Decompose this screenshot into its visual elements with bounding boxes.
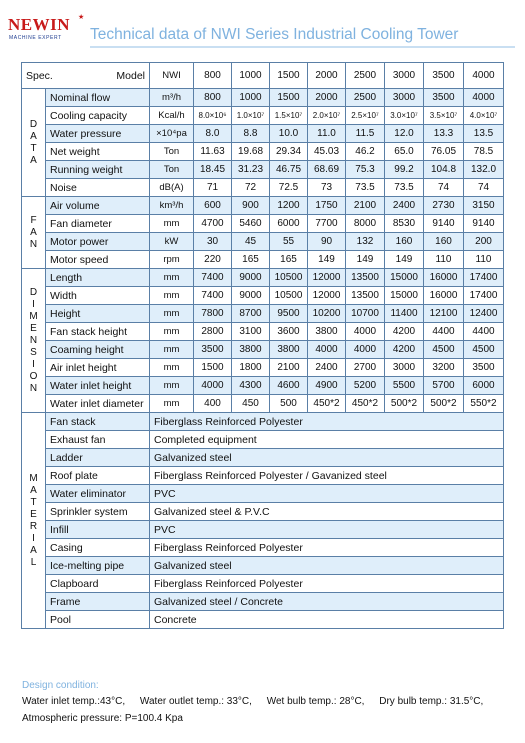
value-cell: 1500	[194, 359, 232, 377]
table-row	[22, 557, 504, 575]
table-row	[22, 539, 504, 557]
value-cell: 1200	[270, 197, 308, 215]
material-part: Clapboard	[46, 575, 150, 593]
value-cell: 2400	[308, 359, 346, 377]
value-cell: 149	[346, 251, 385, 269]
value-cell: 1.0×10⁷	[232, 107, 270, 125]
material-value: Fiberglass Reinforced Polyester	[150, 539, 504, 557]
value-cell: 8.0×10⁶	[194, 107, 232, 125]
value-cell: 4000	[464, 89, 504, 107]
parameter-unit: Kcal/h	[150, 107, 194, 125]
section-letter: A	[30, 226, 37, 238]
value-cell: 46.2	[346, 143, 385, 161]
table-row	[22, 143, 504, 161]
section-letter: E	[30, 508, 37, 520]
material-part: Casing	[46, 539, 150, 557]
value-cell: 16000	[424, 269, 464, 287]
value-cell: 220	[194, 251, 232, 269]
table-row	[22, 107, 504, 125]
value-cell: 1800	[232, 359, 270, 377]
value-cell: 3000	[385, 89, 424, 107]
table-row	[22, 593, 504, 611]
value-cell: 12000	[308, 269, 346, 287]
design-condition-line-1	[22, 696, 483, 707]
fan-section-label	[22, 197, 46, 269]
table-row	[22, 251, 504, 269]
material-value: Concrete	[150, 611, 504, 629]
wet-bulb-temp: Wet bulb temp.: 28°C,	[266, 696, 365, 707]
section-letter: M	[29, 310, 38, 322]
value-cell: 2500	[346, 89, 385, 107]
page-title: Technical data of NWI Series Industrial Cooling Tower	[90, 26, 459, 43]
parameter-unit: ×10⁴pa	[150, 125, 194, 143]
logo-name: NEWIN	[8, 15, 71, 34]
value-cell: 5500	[385, 377, 424, 395]
value-cell: 4000	[346, 323, 385, 341]
value-cell: 71	[194, 179, 232, 197]
value-cell: 45	[232, 233, 270, 251]
material-part: Roof plate	[46, 467, 150, 485]
parameter-name: Fan stack height	[46, 323, 150, 341]
value-cell: 1.5×10⁷	[270, 107, 308, 125]
value-cell: 13500	[346, 269, 385, 287]
material-part: Frame	[46, 593, 150, 611]
value-cell: 76.05	[424, 143, 464, 161]
value-cell: 4200	[385, 341, 424, 359]
data-section-label	[22, 89, 46, 197]
section-letter: F	[30, 214, 37, 226]
atmospheric-pressure: Atmospheric pressure: P=100.4 Kpa	[22, 713, 183, 724]
value-cell: 45.03	[308, 143, 346, 161]
parameter-unit: kW	[150, 233, 194, 251]
value-cell: 17400	[464, 287, 504, 305]
value-cell: 6000	[464, 377, 504, 395]
value-cell: 17400	[464, 269, 504, 287]
value-cell: 3200	[424, 359, 464, 377]
parameter-unit: km³/h	[150, 197, 194, 215]
logo-star-icon: ★	[78, 14, 85, 21]
value-cell: 4300	[232, 377, 270, 395]
value-cell: 5700	[424, 377, 464, 395]
spec-model-header	[22, 63, 150, 89]
model-header: 2000	[308, 63, 346, 89]
value-cell: 90	[308, 233, 346, 251]
parameter-unit: mm	[150, 323, 194, 341]
value-cell: 9000	[232, 287, 270, 305]
value-cell: 450*2	[308, 395, 346, 413]
value-cell: 3800	[308, 323, 346, 341]
material-part: Pool	[46, 611, 150, 629]
value-cell: 4.0×10⁷	[464, 107, 504, 125]
table-row	[22, 503, 504, 521]
value-cell: 1000	[232, 89, 270, 107]
value-cell: 99.2	[385, 161, 424, 179]
value-cell: 16000	[424, 287, 464, 305]
value-cell: 8700	[232, 305, 270, 323]
value-cell: 160	[424, 233, 464, 251]
value-cell: 2800	[194, 323, 232, 341]
parameter-unit: mm	[150, 341, 194, 359]
value-cell: 3.5×10⁷	[424, 107, 464, 125]
value-cell: 11.5	[346, 125, 385, 143]
value-cell: 55	[270, 233, 308, 251]
parameter-name: Water pressure	[46, 125, 150, 143]
value-cell: 3800	[270, 341, 308, 359]
value-cell: 8530	[385, 215, 424, 233]
parameter-name: Length	[46, 269, 150, 287]
value-cell: 11400	[385, 305, 424, 323]
value-cell: 4900	[308, 377, 346, 395]
value-cell: 4400	[464, 323, 504, 341]
value-cell: 450*2	[346, 395, 385, 413]
model-header: 2500	[346, 63, 385, 89]
parameter-name: Coaming height	[46, 341, 150, 359]
table-row	[22, 89, 504, 107]
material-value: Galvanized steel	[150, 557, 504, 575]
section-letter: E	[30, 322, 37, 334]
design-condition-line-2	[22, 713, 183, 724]
table-row	[22, 197, 504, 215]
parameter-unit: mm	[150, 359, 194, 377]
parameter-unit: rpm	[150, 251, 194, 269]
section-letter: D	[29, 286, 38, 298]
value-cell: 3000	[385, 359, 424, 377]
value-cell: 65.0	[385, 143, 424, 161]
parameter-name: Water inlet diameter	[46, 395, 150, 413]
table-row	[22, 377, 504, 395]
value-cell: 3600	[270, 323, 308, 341]
value-cell: 4700	[194, 215, 232, 233]
water-outlet-temp: Water outlet temp.: 33°C,	[139, 696, 252, 707]
section-letter: N	[29, 238, 38, 250]
value-cell: 12100	[424, 305, 464, 323]
section-letter: I	[32, 358, 35, 370]
value-cell: 4500	[464, 341, 504, 359]
value-cell: 8000	[346, 215, 385, 233]
table-header-row	[22, 63, 504, 89]
section-letter: O	[29, 370, 38, 382]
parameter-unit: mm	[150, 305, 194, 323]
parameter-name: Width	[46, 287, 150, 305]
table-row	[22, 179, 504, 197]
value-cell: 4000	[194, 377, 232, 395]
value-cell: 165	[270, 251, 308, 269]
value-cell: 4400	[424, 323, 464, 341]
parameter-name: Motor speed	[46, 251, 150, 269]
spec-model-label	[22, 63, 149, 88]
material-section-label	[22, 413, 46, 629]
value-cell: 13.5	[464, 125, 504, 143]
value-cell: 4600	[270, 377, 308, 395]
parameter-name: Running weight	[46, 161, 150, 179]
value-cell: 149	[385, 251, 424, 269]
value-cell: 5460	[232, 215, 270, 233]
parameter-name: Net weight	[46, 143, 150, 161]
table-row	[22, 161, 504, 179]
material-value: PVC	[150, 485, 504, 503]
section-letter: R	[29, 520, 38, 532]
value-cell: 3800	[232, 341, 270, 359]
section-letter: T	[30, 142, 37, 154]
section-letter: A	[30, 484, 37, 496]
table-row	[22, 287, 504, 305]
value-cell: 7800	[194, 305, 232, 323]
parameter-name: Water inlet height	[46, 377, 150, 395]
material-value: Fiberglass Reinforced Polyester	[150, 575, 504, 593]
table-row	[22, 395, 504, 413]
value-cell: 31.23	[232, 161, 270, 179]
value-cell: 4200	[385, 323, 424, 341]
value-cell: 13500	[346, 287, 385, 305]
value-cell: 3150	[464, 197, 504, 215]
spec-table	[21, 62, 504, 629]
value-cell: 5200	[346, 377, 385, 395]
section-letter: D	[29, 118, 38, 130]
value-cell: 9140	[424, 215, 464, 233]
table-row	[22, 611, 504, 629]
material-value: PVC	[150, 521, 504, 539]
value-cell: 600	[194, 197, 232, 215]
value-cell: 75.3	[346, 161, 385, 179]
value-cell: 10.0	[270, 125, 308, 143]
value-cell: 74	[424, 179, 464, 197]
table-row	[22, 305, 504, 323]
value-cell: 3.0×10⁷	[385, 107, 424, 125]
value-cell: 3100	[232, 323, 270, 341]
material-value: Completed equipment	[150, 431, 504, 449]
table-row	[22, 449, 504, 467]
value-cell: 7700	[308, 215, 346, 233]
table-row	[22, 215, 504, 233]
value-cell: 500	[270, 395, 308, 413]
parameter-name: Motor power	[46, 233, 150, 251]
material-value: Galvanized steel	[150, 449, 504, 467]
value-cell: 18.45	[194, 161, 232, 179]
value-cell: 73	[308, 179, 346, 197]
value-cell: 2100	[270, 359, 308, 377]
model-header: 1500	[270, 63, 308, 89]
section-letter: I	[32, 532, 35, 544]
value-cell: 8.8	[232, 125, 270, 143]
value-cell: 8.0	[194, 125, 232, 143]
table-row	[22, 521, 504, 539]
dry-bulb-temp: Dry bulb temp.: 31.5°C,	[379, 696, 484, 707]
parameter-name: Air volume	[46, 197, 150, 215]
value-cell: 800	[194, 89, 232, 107]
water-inlet-temp: Water inlet temp.:43°C,	[22, 696, 126, 707]
value-cell: 132	[346, 233, 385, 251]
parameter-unit: m³/h	[150, 89, 194, 107]
value-cell: 110	[424, 251, 464, 269]
value-cell: 10500	[270, 269, 308, 287]
value-cell: 450	[232, 395, 270, 413]
value-cell: 160	[385, 233, 424, 251]
value-cell: 10700	[346, 305, 385, 323]
value-cell: 3500	[194, 341, 232, 359]
section-letter: N	[29, 334, 38, 346]
table-row	[22, 359, 504, 377]
model-header: 800	[194, 63, 232, 89]
value-cell: 7400	[194, 269, 232, 287]
value-cell: 15000	[385, 269, 424, 287]
value-cell: 46.75	[270, 161, 308, 179]
value-cell: 1750	[308, 197, 346, 215]
value-cell: 78.5	[464, 143, 504, 161]
value-cell: 7400	[194, 287, 232, 305]
section-letter: L	[30, 556, 37, 568]
value-cell: 500*2	[424, 395, 464, 413]
value-cell: 3500	[424, 89, 464, 107]
value-cell: 4500	[424, 341, 464, 359]
value-cell: 12000	[308, 287, 346, 305]
value-cell: 9140	[464, 215, 504, 233]
model-label: Model	[116, 70, 145, 82]
value-cell: 12.0	[385, 125, 424, 143]
parameter-name: Height	[46, 305, 150, 323]
parameter-name: Noise	[46, 179, 150, 197]
parameter-unit: mm	[150, 287, 194, 305]
value-cell: 30	[194, 233, 232, 251]
parameter-unit: Ton	[150, 143, 194, 161]
spec-label: Spec.	[26, 70, 53, 82]
title-underline	[90, 46, 515, 48]
parameter-unit: mm	[150, 377, 194, 395]
table-row	[22, 269, 504, 287]
table-row	[22, 575, 504, 593]
parameter-unit: mm	[150, 215, 194, 233]
value-cell: 2.5×10⁷	[346, 107, 385, 125]
material-value: Fiberglass Reinforced Polyester	[150, 413, 504, 431]
value-cell: 104.8	[424, 161, 464, 179]
value-cell: 110	[464, 251, 504, 269]
material-part: Exhaust fan	[46, 431, 150, 449]
material-part: Ice-melting pipe	[46, 557, 150, 575]
parameter-unit: dB(A)	[150, 179, 194, 197]
section-letter: T	[30, 496, 37, 508]
table-row	[22, 485, 504, 503]
value-cell: 29.34	[270, 143, 308, 161]
value-cell: 2700	[346, 359, 385, 377]
parameter-unit: mm	[150, 395, 194, 413]
section-letter: M	[29, 472, 38, 484]
section-letter: I	[32, 298, 35, 310]
section-letter: A	[30, 154, 37, 166]
value-cell: 6000	[270, 215, 308, 233]
table-row	[22, 341, 504, 359]
section-letter: A	[30, 130, 37, 142]
parameter-unit: mm	[150, 269, 194, 287]
value-cell: 2100	[346, 197, 385, 215]
material-value: Galvanized steel & P.V.C	[150, 503, 504, 521]
material-part: Fan stack	[46, 413, 150, 431]
value-cell: 12400	[464, 305, 504, 323]
material-part: Infill	[46, 521, 150, 539]
design-condition-title: Design condition:	[22, 680, 99, 691]
value-cell: 900	[232, 197, 270, 215]
value-cell: 132.0	[464, 161, 504, 179]
value-cell: 10500	[270, 287, 308, 305]
section-letter: S	[30, 346, 37, 358]
table-row	[22, 323, 504, 341]
table-row	[22, 233, 504, 251]
material-part: Ladder	[46, 449, 150, 467]
value-cell: 2400	[385, 197, 424, 215]
newin-logo	[8, 16, 88, 46]
value-cell: 9000	[232, 269, 270, 287]
value-cell: 9500	[270, 305, 308, 323]
value-cell: 15000	[385, 287, 424, 305]
value-cell: 72	[232, 179, 270, 197]
value-cell: 200	[464, 233, 504, 251]
parameter-name: Fan diameter	[46, 215, 150, 233]
value-cell: 1500	[270, 89, 308, 107]
value-cell: 550*2	[464, 395, 504, 413]
parameter-name: Air inlet height	[46, 359, 150, 377]
material-value: Fiberglass Reinforced Polyester / Gavanized steel	[150, 467, 504, 485]
value-cell: 73.5	[385, 179, 424, 197]
nwi-label: NWI	[150, 63, 194, 89]
model-header: 3500	[424, 63, 464, 89]
material-part: Sprinkler system	[46, 503, 150, 521]
value-cell: 4000	[308, 341, 346, 359]
value-cell: 73.5	[346, 179, 385, 197]
value-cell: 68.69	[308, 161, 346, 179]
page-header	[0, 0, 525, 54]
dimension-section-label	[22, 269, 46, 413]
value-cell: 3500	[464, 359, 504, 377]
value-cell: 10200	[308, 305, 346, 323]
table-row	[22, 467, 504, 485]
parameter-name: Cooling capacity	[46, 107, 150, 125]
value-cell: 500*2	[385, 395, 424, 413]
value-cell: 149	[308, 251, 346, 269]
model-header: 1000	[232, 63, 270, 89]
value-cell: 4000	[346, 341, 385, 359]
value-cell: 2730	[424, 197, 464, 215]
section-letter: N	[29, 382, 38, 394]
parameter-unit: Ton	[150, 161, 194, 179]
table-row	[22, 125, 504, 143]
value-cell: 2000	[308, 89, 346, 107]
value-cell: 165	[232, 251, 270, 269]
value-cell: 2.0×10⁷	[308, 107, 346, 125]
material-part: Water eliminator	[46, 485, 150, 503]
value-cell: 11.0	[308, 125, 346, 143]
value-cell: 13.3	[424, 125, 464, 143]
table-row	[22, 413, 504, 431]
model-header: 4000	[464, 63, 504, 89]
value-cell: 19.68	[232, 143, 270, 161]
logo-tagline: MACHINE EXPERT	[9, 35, 62, 41]
model-header: 3000	[385, 63, 424, 89]
value-cell: 72.5	[270, 179, 308, 197]
value-cell: 11.63	[194, 143, 232, 161]
parameter-name: Nominal flow	[46, 89, 150, 107]
section-letter: A	[30, 544, 37, 556]
value-cell: 74	[464, 179, 504, 197]
material-value: Galvanized steel / Concrete	[150, 593, 504, 611]
table-row	[22, 431, 504, 449]
value-cell: 400	[194, 395, 232, 413]
